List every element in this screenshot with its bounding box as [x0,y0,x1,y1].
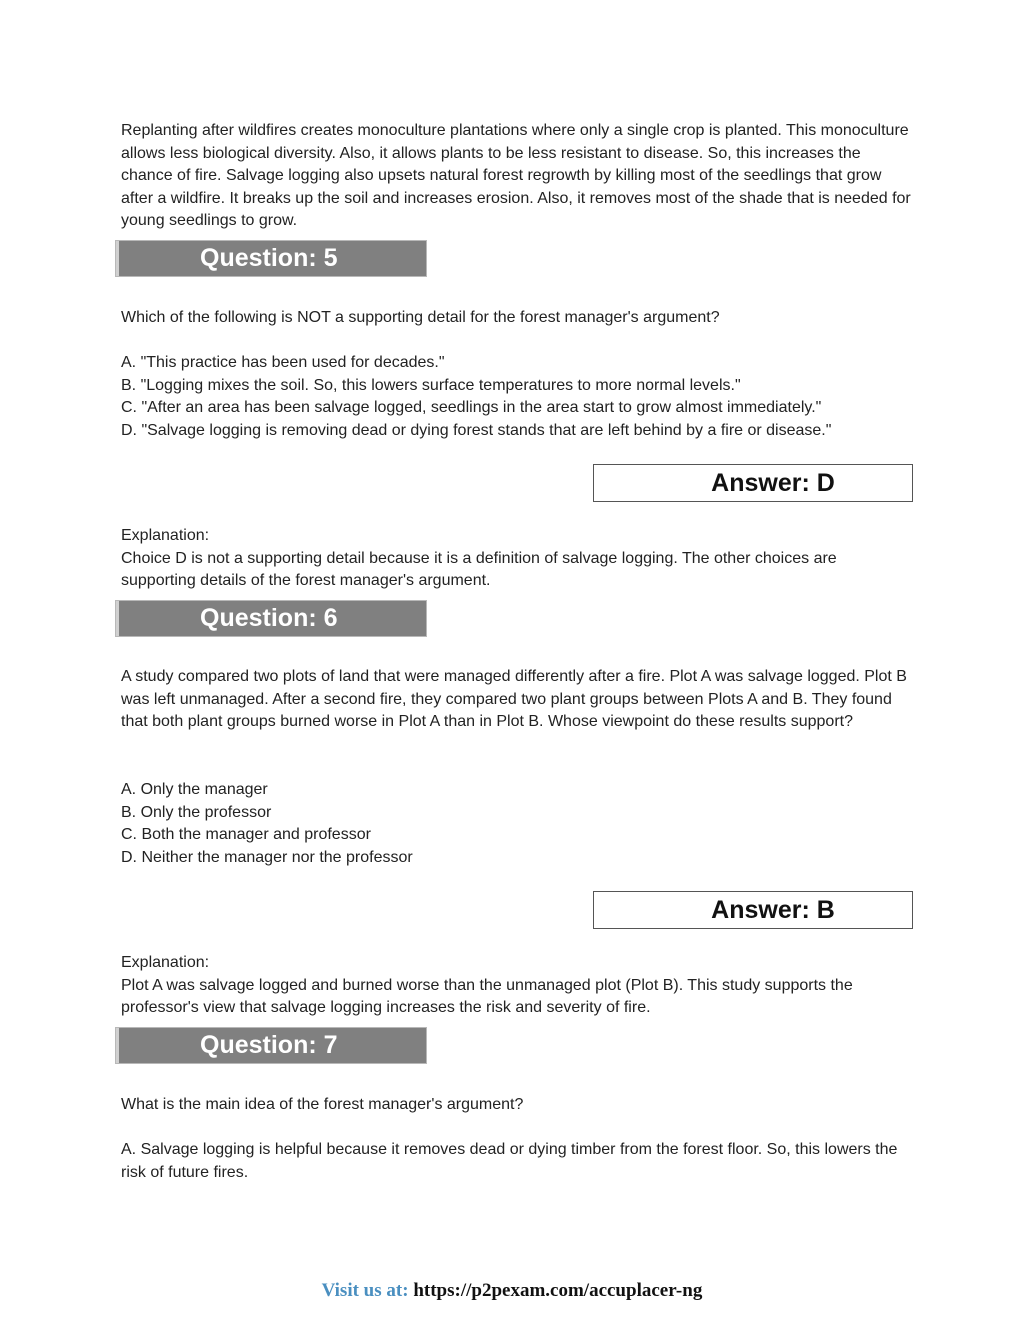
explanation-text: Plot A was salvage logged and burned worse than the unmanaged plot (Plot B). This study supports the professor's view that salvage logging increases the risk and severity of fire. [121,976,853,1016]
question-7-banner [115,1027,427,1064]
option-a: A. Only the manager [121,781,268,798]
question-7-options [121,1139,911,1184]
footer-url-link[interactable]: https://p2pexam.com/accuplacer-ng [413,1280,703,1301]
question-5-options [121,352,911,442]
option-b: B. "Logging mixes the soil. So, this lowers surface temperatures to more normal levels." [121,376,741,394]
question-5-explanation [121,525,911,593]
option-a: A. Salvage logging is helpful because it removes dead or dying timber from the forest floor. So, this lowers the risk of future fires. [121,1141,898,1181]
question-prompt: A study compared two plots of land that were managed differently after a fire. Plot A was salvage logged. Plot B was left unmanaged. After a second fire, they compared two plant groups between Plots A and B. They found that both plant groups burned worse in Plot A than in Plot B. Whose viewpoint do these results support? [121,668,907,730]
explanation-label: Explanation: [121,527,210,544]
footer-visit-label: Visit us at: [321,1280,409,1301]
question-5-prompt [121,307,911,330]
option-c: C. "After an area has been salvage logged, seedlings in the area start to grow almost immediately." [121,399,822,416]
question-7-heading: Question: 7 [200,1031,338,1059]
option-c: C. Both the manager and professor [121,826,371,843]
explanation-text: Choice D is not a supporting detail because it is a definition of salvage logging. The other choices are supporting details of the forest manager's argument. [121,549,837,589]
question-6-banner [115,600,427,637]
question-6-options [121,779,911,869]
footer [0,1280,1024,1302]
question-6-heading: Question: 6 [200,604,338,632]
question-5-answer-box [593,464,913,502]
intro-text: Replanting after wildfires creates monoculture plantations where only a single crop is planted. This monoculture allows less biological diversity. Also, it allows plants to be less resistant to disease. So, this increases the chance of fire. Salvage logging also upsets natural forest regrowth by killing most of the seedlings that grow after a wildfire. It breaks up the soil and increases erosion. Also, it removes most of the shade that is needed for young seedlings to grow. [121,122,911,229]
question-prompt: What is the main idea of the forest manager's argument? [121,1096,524,1113]
question-6-answer-box [593,891,913,929]
question-5-heading: Question: 5 [200,244,338,272]
question-7-prompt [121,1094,911,1117]
option-d: D. "Salvage logging is removing dead or dying forest stands that are left behind by a fire or disease." [121,421,832,439]
explanation-label: Explanation: [121,954,210,971]
question-6-prompt [121,666,911,734]
answer-label: Answer: D [711,469,835,497]
question-prompt: Which of the following is NOT a supporting detail for the forest manager's argument? [121,309,720,326]
option-b: B. Only the professor [121,803,272,821]
question-6-explanation [121,952,911,1020]
answer-label: Answer: B [711,896,835,924]
option-d: D. Neither the manager nor the professor [121,848,413,866]
question-5-banner [115,240,427,277]
intro-paragraph [121,120,911,233]
option-a: A. "This practice has been used for decades." [121,354,445,371]
